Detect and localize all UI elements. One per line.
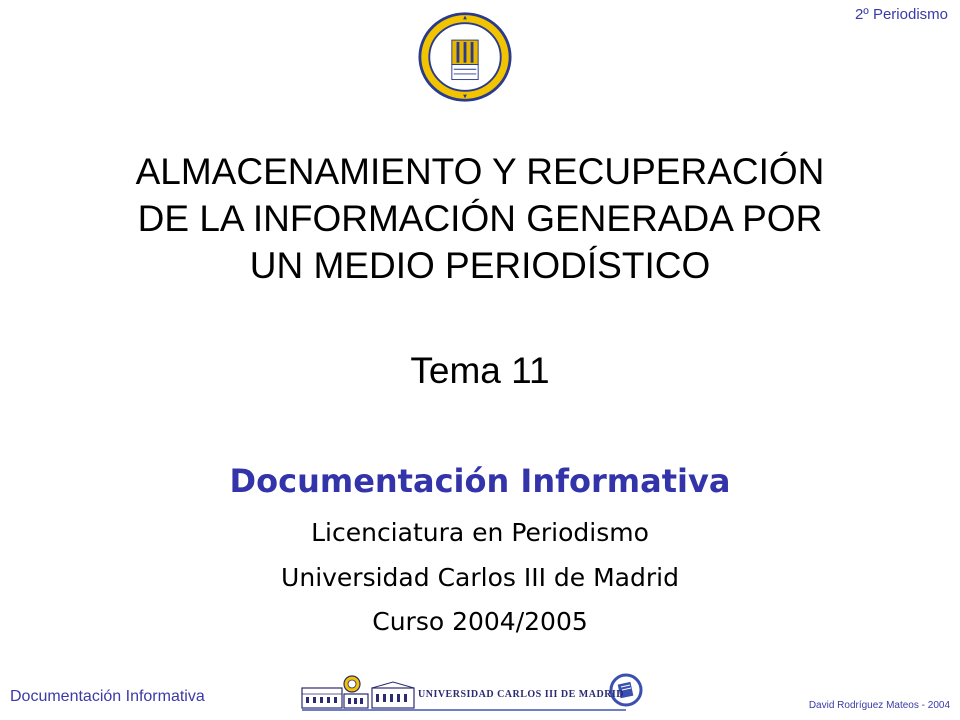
subject-name: Documentación Informativa xyxy=(229,462,731,500)
title-line-1: ALMACENAMIENTO Y RECUPERACIÓN xyxy=(135,151,825,192)
title-line-3: UN MEDIO PERIODÍSTICO xyxy=(249,245,711,286)
footer-logo-text: UNIVERSIDAD CARLOS III DE MADRID xyxy=(418,689,625,700)
footer-author-label: David Rodríguez Mateos - 2004 xyxy=(808,700,950,711)
footer-subject-label: Documentación Informativa xyxy=(10,688,205,705)
header-course-label: 2º Periodismo xyxy=(854,6,948,23)
degree-label: Licenciatura en Periodismo xyxy=(311,518,649,547)
university-label: Universidad Carlos III de Madrid xyxy=(281,563,679,592)
academic-year-label: Curso 2004/2005 xyxy=(372,607,588,636)
topic-number: Tema 11 xyxy=(410,350,550,391)
university-seal-icon xyxy=(418,10,512,104)
title-line-2: DE LA INFORMACIÓN GENERADA POR xyxy=(137,198,823,239)
presentation-title xyxy=(40,148,920,289)
